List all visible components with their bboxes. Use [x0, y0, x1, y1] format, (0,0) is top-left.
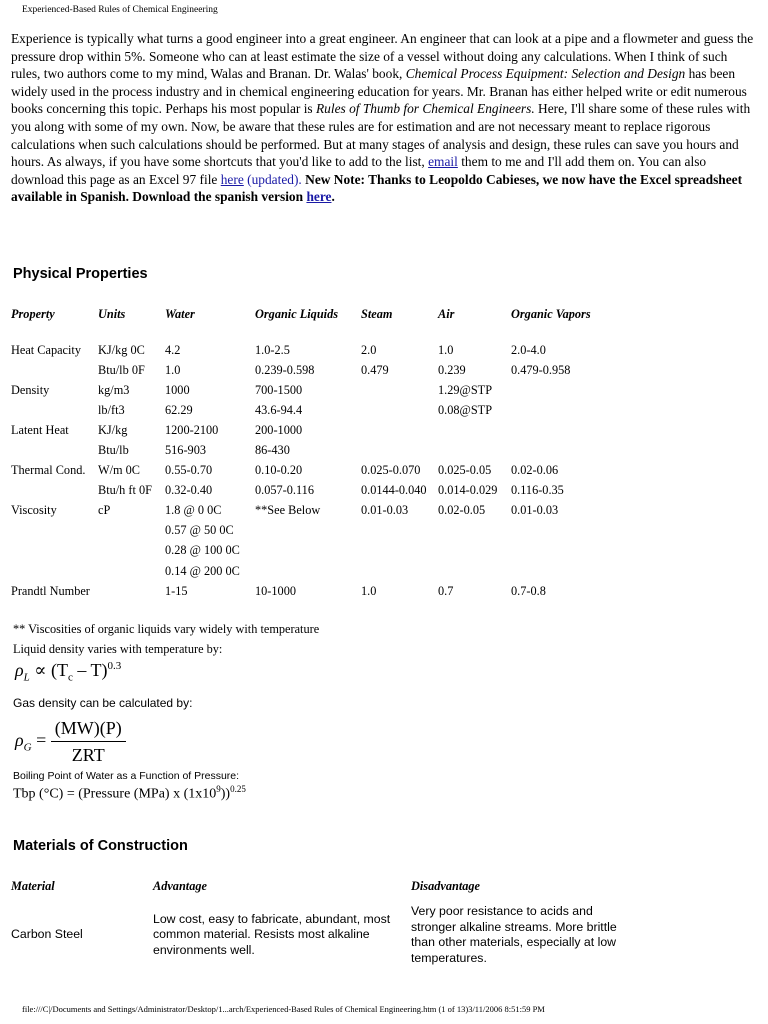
gas-density-fraction — [51, 718, 126, 766]
email-link[interactable]: email — [428, 154, 458, 170]
table-cell: Heat Capacity — [11, 342, 81, 357]
table-cell — [511, 400, 621, 420]
rho-subscript: G — [23, 741, 32, 754]
fraction-denominator: ZRT — [71, 745, 105, 765]
table-row — [11, 581, 621, 601]
liquid-density-equation — [15, 660, 121, 684]
table-cell — [11, 440, 98, 460]
table-cell: 1-15 — [165, 583, 188, 598]
table-cell: 0.02-0.06 — [511, 463, 559, 478]
table-row — [11, 380, 621, 400]
table-cell: Btu/h ft 0F — [98, 483, 152, 498]
excel-download-link[interactable]: here — [220, 171, 244, 187]
table-cell: 0.479-0.958 — [511, 362, 571, 377]
table-cell: 1.29@STP — [438, 382, 493, 397]
table-cell: 62.29 — [165, 402, 193, 417]
table-cell: lb/ft3 — [98, 402, 125, 417]
table-cell: Latent Heat — [11, 422, 69, 437]
col-header: Disadvantage — [411, 878, 480, 893]
table-cell: 0.057-0.116 — [255, 483, 314, 498]
table-cell: 0.014-0.029 — [438, 483, 498, 498]
table-cell: 700-1500 — [255, 382, 303, 397]
table-cell — [361, 541, 438, 561]
table-cell — [438, 541, 511, 561]
table-cell — [98, 521, 165, 541]
equals-symbol: = — [36, 730, 47, 751]
intro-text-2: has been widely used in the process industry and in chemical engineering education for years. Mr. Branan has either helped write or edit numerous books concerning this topic. Perhaps his most popular is — [11, 66, 747, 117]
physical-properties-body — [11, 340, 621, 601]
table-cell: 0.14 @ 200 0C — [165, 563, 240, 578]
table-cell — [11, 521, 98, 541]
tc-subscript: c — [67, 671, 73, 684]
book-title-branan: Rules of Thumb for Chemical Engineers. — [315, 101, 535, 117]
table-cell: KJ/kg — [98, 422, 128, 437]
table-cell: Density — [11, 382, 50, 397]
table-cell: 1200-2100 — [165, 422, 219, 437]
table-cell: Thermal Cond. — [11, 463, 86, 478]
table-cell — [11, 561, 98, 581]
col-header: Air — [438, 306, 455, 321]
table-cell: 2.0 — [361, 342, 377, 357]
rho-subscript: L — [23, 671, 30, 684]
table-cell: 0.01-0.03 — [511, 503, 559, 518]
table-cell — [11, 360, 98, 380]
table-cell: 1.8 @ 0 0C — [165, 503, 222, 518]
table-cell: 0.239 — [438, 362, 466, 377]
table-cell — [11, 481, 98, 501]
table-row — [11, 481, 621, 501]
table-cell — [98, 581, 165, 601]
col-header: Water — [165, 306, 195, 321]
table-cell — [98, 561, 165, 581]
table-cell: 1.0 — [165, 362, 181, 377]
table-cell: 0.0144-0.040 — [361, 483, 427, 498]
table-cell: 0.08@STP — [438, 402, 493, 417]
table-cell — [11, 541, 98, 561]
table-cell — [361, 400, 438, 420]
table-cell: Viscosity — [11, 503, 57, 518]
table-cell: 1.0 — [361, 583, 377, 598]
table-cell — [511, 521, 621, 541]
table-cell: 0.57 @ 50 0C — [165, 523, 234, 538]
table-cell — [361, 380, 438, 400]
table-cell — [255, 521, 361, 541]
materials-heading: Materials of Construction — [13, 838, 188, 854]
liquid-eq-exponent: 0.3 — [107, 660, 122, 672]
table-cell: W/m 0C — [98, 463, 141, 478]
table-row — [11, 461, 621, 481]
table-cell — [511, 541, 621, 561]
table-cell: KJ/kg 0C — [98, 342, 145, 357]
table-cell: 516-903 — [165, 443, 206, 458]
table-cell: Btu/lb — [98, 443, 129, 458]
table-cell — [255, 561, 361, 581]
table-cell — [511, 420, 621, 440]
table-row — [11, 561, 621, 581]
table-cell: 0.025-0.070 — [361, 463, 421, 478]
table-cell: 1000 — [165, 382, 190, 397]
table-cell: 0.239-0.598 — [255, 362, 315, 377]
table-cell — [361, 420, 438, 440]
table-cell: 0.28 @ 100 0C — [165, 543, 240, 558]
table-row — [11, 521, 621, 541]
table-cell — [511, 561, 621, 581]
intro-paragraph — [11, 30, 756, 206]
table-cell — [361, 521, 438, 541]
page-header: Experienced-Based Rules of Chemical Engineering — [22, 5, 218, 15]
intro-text-4: them to me and I'll add them on. You can also download this page as an Excel 97 file — [11, 154, 707, 187]
physical-properties-table — [11, 300, 621, 601]
col-header: Organic Vapors — [511, 306, 591, 321]
table-row — [11, 898, 641, 966]
intro-text-1: Experience is typically what turns a good engineer into a great engineer. An engineer that can look at a pipe and a flowmeter and guess the pressure drop within 5%. Someone who can at least estimate the size of a vessel without doing any calculations. When I think of such rules, two authors come to my mind, Walas and Branan. Dr. Walas' book, — [11, 31, 754, 82]
material-name: Carbon Steel — [11, 927, 83, 942]
table-cell — [255, 541, 361, 561]
table-cell: 43.6-94.4 — [255, 402, 303, 417]
table-row — [11, 400, 621, 420]
proportional-symbol: ∝ — [34, 660, 47, 680]
table-cell — [11, 400, 98, 420]
table-cell: 86-430 — [255, 443, 290, 458]
rho-symbol: ρ — [15, 730, 24, 751]
table-cell — [511, 440, 621, 460]
table-cell — [511, 380, 621, 400]
table-row — [11, 501, 621, 521]
table-cell: Btu/lb 0F — [98, 362, 145, 377]
table-row — [11, 340, 621, 360]
table-cell: 0.32-0.40 — [165, 483, 213, 498]
boiling-eq-exponent: 0.25 — [230, 784, 246, 794]
table-cell: 0.479 — [361, 362, 389, 377]
table-row — [11, 440, 621, 460]
table-cell: 4.2 — [165, 342, 181, 357]
new-note-text: New Note: Thanks to Leopoldo Cabieses, we now have the Excel spreadsheet available in Spanish. Download the spanish version — [11, 171, 743, 205]
table-cell — [438, 420, 511, 440]
col-header: Units — [98, 306, 126, 321]
table-cell: 10-1000 — [255, 583, 296, 598]
liquid-eq-rhs-end: – T) — [72, 660, 108, 680]
viscosity-note: ** Viscosities of organic liquids vary widely with temperature — [13, 622, 320, 636]
table-cell: cP — [98, 503, 111, 518]
liquid-eq-rhs: (T — [50, 660, 68, 680]
table-cell — [98, 541, 165, 561]
boiling-eq-close: )) — [220, 786, 231, 802]
table-row — [11, 420, 621, 440]
table-row — [11, 360, 621, 380]
gas-density-note: Gas density can be calculated by: — [13, 696, 193, 710]
table-cell: 0.10-0.20 — [255, 463, 303, 478]
updated-note: (updated). — [243, 171, 302, 187]
materials-table — [11, 874, 641, 966]
book-title-walas: Chemical Process Equipment: Selection and Design — [405, 66, 686, 82]
table-cell: 200-1000 — [255, 422, 303, 437]
col-header: Material — [11, 878, 55, 893]
physical-properties-heading: Physical Properties — [13, 266, 148, 282]
table-cell: Prandtl Number — [11, 583, 90, 598]
table-cell — [438, 561, 511, 581]
table-cell: 1.0-2.5 — [255, 342, 290, 357]
new-note-period: . — [331, 189, 335, 205]
gas-density-equation — [15, 718, 126, 766]
material-disadvantage: Very poor resistance to acids and stronger alkaline streams. More brittle than other materials, especially at low temperatures. — [411, 904, 617, 965]
table-header-row — [11, 874, 641, 898]
table-cell — [361, 440, 438, 460]
intro-text-3: Here, I'll share some of these rules with you along with some of my own. Now, be aware that these rules are for estimation and are not necessary meant to replace rigorous calculations when such calculations should be performed. But at many stages of analysis and design, these rules can save you hours and hours. As always, if you have some shortcuts that you'd like to add to the list, — [11, 101, 751, 170]
table-cell: 0.02-0.05 — [438, 503, 486, 518]
table-cell: 0.7-0.8 — [511, 583, 546, 598]
table-cell: **See Below — [255, 503, 321, 518]
table-header-row — [11, 300, 621, 328]
table-cell: 1.0 — [438, 342, 454, 357]
boiling-eq-main: Tbp (°C) = (Pressure (MPa) x (1x10 — [13, 786, 217, 802]
table-cell — [438, 440, 511, 460]
boiling-point-equation — [13, 784, 246, 803]
table-cell: kg/m3 — [98, 382, 130, 397]
page-footer: file:///C|/Documents and Settings/Administrator/Desktop/1...arch/Experienced-Based Rules of Chemical Engineering.htm (1 of 13)3/11/2006 8:51:59 PM — [22, 1004, 545, 1014]
spanish-download-link[interactable]: here — [306, 189, 332, 205]
material-advantage: Low cost, easy to fabricate, abundant, most common material. Resists most alkaline environments well. — [153, 911, 391, 957]
col-header: Property — [11, 306, 55, 321]
col-header: Organic Liquids — [255, 306, 339, 321]
fraction-numerator: (MW)(P) — [51, 718, 126, 742]
col-header: Steam — [361, 306, 393, 321]
table-cell: 0.55-0.70 — [165, 463, 213, 478]
table-cell: 0.025-0.05 — [438, 463, 492, 478]
table-cell: 0.116-0.35 — [511, 483, 564, 498]
table-cell: 2.0-4.0 — [511, 342, 546, 357]
col-header: Advantage — [153, 878, 207, 893]
liquid-density-note: Liquid density varies with temperature by: — [13, 642, 223, 656]
table-row — [11, 541, 621, 561]
table-cell — [438, 521, 511, 541]
table-cell: 0.01-0.03 — [361, 503, 409, 518]
boiling-point-label: Boiling Point of Water as a Function of Pressure: — [13, 770, 240, 782]
boiling-eq-exp9: 9 — [216, 784, 221, 794]
table-cell — [361, 561, 438, 581]
rho-symbol: ρ — [15, 660, 24, 680]
table-cell: 0.7 — [438, 583, 454, 598]
